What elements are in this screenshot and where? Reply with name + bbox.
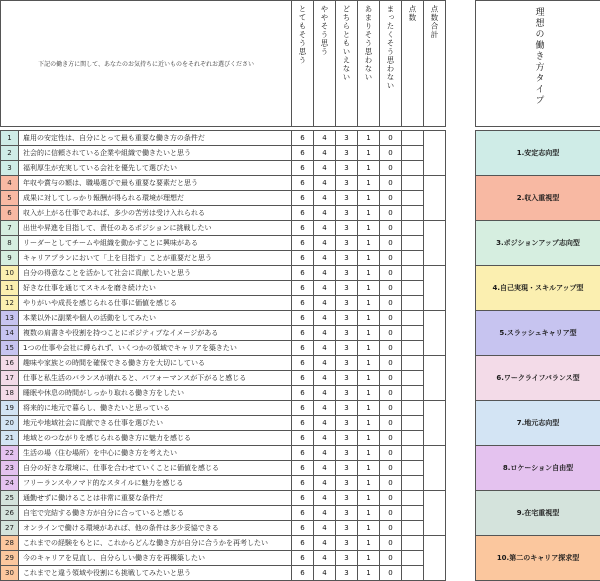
question-statement: 自宅で完結する働き方が自分に合っていると感じる — [19, 506, 292, 521]
question-row — [1, 491, 600, 506]
total-cell[interactable] — [424, 311, 446, 356]
score-option[interactable]: 0 — [380, 176, 402, 191]
total-cell[interactable] — [424, 266, 446, 311]
total-cell[interactable] — [424, 176, 446, 221]
question-statement: 通勤せずに働けることは非常に重要な条件だ — [19, 491, 292, 506]
score-option[interactable]: 6 — [292, 311, 314, 326]
score-option[interactable]: 4 — [314, 266, 336, 281]
question-number: 8 — [1, 236, 19, 251]
points-cell[interactable] — [402, 236, 424, 251]
score-option[interactable]: 4 — [314, 146, 336, 161]
score-option[interactable]: 4 — [314, 356, 336, 371]
score-option[interactable]: 4 — [314, 251, 336, 266]
question-statement: 年収や賞与の額は、職場選びで最も重要な要素だと思う — [19, 176, 292, 191]
score-option[interactable]: 1 — [358, 491, 380, 506]
score-option[interactable]: 0 — [380, 131, 402, 146]
score-option[interactable]: 0 — [380, 206, 402, 221]
total-cell[interactable] — [424, 401, 446, 446]
points-cell[interactable] — [402, 416, 424, 431]
score-option[interactable]: 6 — [292, 536, 314, 551]
total-cell[interactable] — [424, 356, 446, 401]
score-option[interactable]: 0 — [380, 506, 402, 521]
header-neutral-label: どちらともいえない — [341, 1, 352, 82]
question-statement: 出世や昇進を目指して、責任のあるポジションに挑戦したい — [19, 221, 292, 236]
header-total — [424, 1, 446, 127]
score-option[interactable]: 4 — [314, 536, 336, 551]
question-statement: 自分の好きな環境に、仕事を合わせていくことに価値を感じる — [19, 461, 292, 476]
question-number: 24 — [1, 476, 19, 491]
question-number: 16 — [1, 356, 19, 371]
score-option[interactable]: 0 — [380, 326, 402, 341]
score-option[interactable]: 3 — [336, 461, 358, 476]
score-option[interactable]: 1 — [358, 161, 380, 176]
score-option[interactable]: 0 — [380, 446, 402, 461]
type-label: 4.自己実現・スキルアップ型 — [476, 266, 600, 311]
score-option[interactable]: 3 — [336, 176, 358, 191]
score-option[interactable]: 3 — [336, 341, 358, 356]
score-option[interactable]: 6 — [292, 476, 314, 491]
question-number: 22 — [1, 446, 19, 461]
score-option[interactable]: 3 — [336, 371, 358, 386]
total-cell[interactable] — [424, 446, 446, 491]
question-statement: 仕事と私生活のバランスが崩れると、パフォーマンスが下がると感じる — [19, 371, 292, 386]
header-points-label: 点数 — [407, 1, 418, 22]
score-option[interactable]: 0 — [380, 161, 402, 176]
header-type-label: 理想の働き方タイプ — [532, 1, 545, 106]
score-option[interactable]: 0 — [380, 341, 402, 356]
score-option[interactable]: 1 — [358, 206, 380, 221]
total-cell[interactable] — [424, 131, 446, 176]
group-spacer — [446, 311, 476, 356]
score-option[interactable]: 3 — [336, 431, 358, 446]
score-option[interactable]: 3 — [336, 311, 358, 326]
score-option[interactable]: 0 — [380, 356, 402, 371]
score-option[interactable]: 0 — [380, 386, 402, 401]
question-statement: 生活の場（住む場所）を中心に働き方を考えたい — [19, 446, 292, 461]
points-cell[interactable] — [402, 296, 424, 311]
group-spacer — [446, 221, 476, 266]
score-option[interactable]: 4 — [314, 551, 336, 566]
question-row — [1, 536, 600, 551]
score-option[interactable]: 1 — [358, 296, 380, 311]
type-label: 6.ワークライフバランス型 — [476, 356, 600, 401]
question-number: 25 — [1, 491, 19, 506]
score-option[interactable]: 1 — [358, 251, 380, 266]
points-cell[interactable] — [402, 281, 424, 296]
score-option[interactable]: 0 — [380, 281, 402, 296]
question-number: 13 — [1, 311, 19, 326]
question-statement: 好きな仕事を通じてスキルを磨き続けたい — [19, 281, 292, 296]
score-option[interactable]: 4 — [314, 476, 336, 491]
points-cell[interactable] — [402, 266, 424, 281]
points-cell[interactable] — [402, 161, 424, 176]
question-row — [1, 401, 600, 416]
question-statement: これまでの経験をもとに、これからどんな働き方が自分に合うかを再考したい — [19, 536, 292, 551]
score-option[interactable]: 1 — [358, 221, 380, 236]
score-option[interactable]: 1 — [358, 311, 380, 326]
question-statement: 社会的に信頼されている企業や組織で働きたいと思う — [19, 146, 292, 161]
question-row — [1, 266, 600, 281]
score-option[interactable]: 0 — [380, 251, 402, 266]
score-option[interactable]: 6 — [292, 446, 314, 461]
score-option[interactable]: 4 — [314, 296, 336, 311]
question-number: 28 — [1, 536, 19, 551]
question-statement: 福利厚生が充実している会社を優先して選びたい — [19, 161, 292, 176]
score-option[interactable]: 6 — [292, 431, 314, 446]
score-option[interactable]: 6 — [292, 281, 314, 296]
question-number: 17 — [1, 371, 19, 386]
question-statement: これまでと違う領域や役割にも挑戦してみたいと思う — [19, 566, 292, 581]
score-option[interactable]: 3 — [336, 476, 358, 491]
total-cell[interactable] — [424, 221, 446, 266]
score-option[interactable]: 6 — [292, 161, 314, 176]
score-option[interactable]: 1 — [358, 356, 380, 371]
score-option[interactable]: 4 — [314, 281, 336, 296]
question-number: 2 — [1, 146, 19, 161]
type-label: 9.在宅重視型 — [476, 491, 600, 536]
score-option[interactable]: 3 — [336, 131, 358, 146]
header-strongly-disagree — [380, 1, 402, 127]
type-label: 3.ポジションアップ志向型 — [476, 221, 600, 266]
points-cell[interactable] — [402, 206, 424, 221]
score-option[interactable]: 0 — [380, 566, 402, 581]
score-option[interactable]: 1 — [358, 341, 380, 356]
header-row — [1, 1, 600, 127]
score-option[interactable]: 6 — [292, 206, 314, 221]
score-option[interactable]: 0 — [380, 401, 402, 416]
score-option[interactable]: 4 — [314, 191, 336, 206]
points-cell[interactable] — [402, 371, 424, 386]
score-option[interactable]: 4 — [314, 521, 336, 536]
points-cell[interactable] — [402, 551, 424, 566]
header-somewhat-disagree — [358, 1, 380, 127]
question-number: 11 — [1, 281, 19, 296]
score-option[interactable]: 6 — [292, 521, 314, 536]
question-number: 1 — [1, 131, 19, 146]
instruction-text: 下記の働き方に関して、あなたのお気持ちに近いものをそれぞれお選びください — [1, 1, 292, 127]
header-type — [476, 1, 600, 127]
header-strongly-agree — [292, 1, 314, 127]
points-cell[interactable] — [402, 146, 424, 161]
score-option[interactable]: 6 — [292, 461, 314, 476]
score-option[interactable]: 6 — [292, 506, 314, 521]
score-option[interactable]: 4 — [314, 386, 336, 401]
score-option[interactable]: 6 — [292, 176, 314, 191]
score-option[interactable]: 3 — [336, 521, 358, 536]
question-number: 6 — [1, 206, 19, 221]
score-option[interactable]: 1 — [358, 521, 380, 536]
score-option[interactable]: 6 — [292, 146, 314, 161]
question-statement: やりがいや成長を感じられる仕事に価値を感じる — [19, 296, 292, 311]
score-option[interactable]: 4 — [314, 431, 336, 446]
score-option[interactable]: 1 — [358, 281, 380, 296]
question-number: 10 — [1, 266, 19, 281]
score-option[interactable]: 3 — [336, 206, 358, 221]
question-statement: 1つの仕事や会社に縛られず、いくつかの領域でキャリアを築きたい — [19, 341, 292, 356]
points-cell[interactable] — [402, 461, 424, 476]
score-option[interactable]: 1 — [358, 566, 380, 581]
score-option[interactable]: 3 — [336, 536, 358, 551]
question-statement: 地元や地域社会に貢献できる仕事を選びたい — [19, 416, 292, 431]
points-cell[interactable] — [402, 506, 424, 521]
question-statement: 自分の得意なことを活かして社会に貢献したいと思う — [19, 266, 292, 281]
question-number: 9 — [1, 251, 19, 266]
score-option[interactable]: 0 — [380, 536, 402, 551]
score-option[interactable]: 0 — [380, 551, 402, 566]
type-label: 1.安定志向型 — [476, 131, 600, 176]
total-cell[interactable] — [424, 491, 446, 536]
score-option[interactable]: 0 — [380, 311, 402, 326]
score-option[interactable]: 0 — [380, 491, 402, 506]
score-option[interactable]: 1 — [358, 461, 380, 476]
score-option[interactable]: 3 — [336, 506, 358, 521]
group-spacer — [446, 131, 476, 176]
score-option[interactable]: 0 — [380, 266, 402, 281]
score-option[interactable]: 0 — [380, 476, 402, 491]
question-number: 27 — [1, 521, 19, 536]
group-spacer — [446, 266, 476, 311]
score-option[interactable]: 3 — [336, 326, 358, 341]
question-row — [1, 311, 600, 326]
score-option[interactable]: 6 — [292, 236, 314, 251]
score-option[interactable]: 4 — [314, 341, 336, 356]
score-option[interactable]: 1 — [358, 131, 380, 146]
question-number: 30 — [1, 566, 19, 581]
points-cell[interactable] — [402, 341, 424, 356]
question-number: 14 — [1, 326, 19, 341]
score-option[interactable]: 4 — [314, 221, 336, 236]
header-spacer — [446, 1, 476, 127]
score-option[interactable]: 6 — [292, 251, 314, 266]
score-option[interactable]: 6 — [292, 566, 314, 581]
score-option[interactable]: 3 — [336, 281, 358, 296]
question-statement: 趣味や家族との時間を確保できる働き方を大切にしている — [19, 356, 292, 371]
score-option[interactable]: 4 — [314, 491, 336, 506]
question-number: 5 — [1, 191, 19, 206]
score-option[interactable]: 1 — [358, 476, 380, 491]
question-number: 4 — [1, 176, 19, 191]
score-option[interactable]: 4 — [314, 446, 336, 461]
header-total-label: 点数合計 — [429, 1, 440, 39]
score-option[interactable]: 6 — [292, 356, 314, 371]
score-option[interactable]: 1 — [358, 431, 380, 446]
group-spacer — [446, 176, 476, 221]
score-option[interactable]: 3 — [336, 401, 358, 416]
score-option[interactable]: 6 — [292, 296, 314, 311]
score-option[interactable]: 0 — [380, 521, 402, 536]
question-statement: 複数の肩書きや役割を持つことにポジティブなイメージがある — [19, 326, 292, 341]
score-option[interactable]: 6 — [292, 401, 314, 416]
score-option[interactable]: 4 — [314, 326, 336, 341]
question-row — [1, 446, 600, 461]
score-option[interactable]: 1 — [358, 416, 380, 431]
points-cell[interactable] — [402, 311, 424, 326]
question-number: 3 — [1, 161, 19, 176]
header-somewhat-disagree-label: あまりそう思わない — [363, 1, 374, 82]
points-cell[interactable] — [402, 476, 424, 491]
score-option[interactable]: 1 — [358, 446, 380, 461]
score-option[interactable]: 4 — [314, 371, 336, 386]
score-option[interactable]: 1 — [358, 371, 380, 386]
question-statement: 本業以外に副業や個人の活動をしてみたい — [19, 311, 292, 326]
type-label: 5.スラッシュキャリア型 — [476, 311, 600, 356]
score-option[interactable]: 0 — [380, 146, 402, 161]
score-option[interactable]: 1 — [358, 146, 380, 161]
points-cell[interactable] — [402, 446, 424, 461]
type-label: 10.第二のキャリア探求型 — [476, 536, 600, 581]
question-number: 23 — [1, 461, 19, 476]
question-number: 29 — [1, 551, 19, 566]
score-option[interactable]: 4 — [314, 416, 336, 431]
score-option[interactable]: 3 — [336, 266, 358, 281]
type-label: 8.ロケーション自由型 — [476, 446, 600, 491]
points-cell[interactable] — [402, 251, 424, 266]
header-somewhat-agree-label: ややそう思う — [319, 1, 330, 56]
score-option[interactable]: 0 — [380, 221, 402, 236]
group-spacer — [446, 446, 476, 491]
type-label: 2.収入重視型 — [476, 176, 600, 221]
score-option[interactable]: 4 — [314, 566, 336, 581]
score-option[interactable]: 3 — [336, 146, 358, 161]
score-option[interactable]: 1 — [358, 236, 380, 251]
score-option[interactable]: 1 — [358, 506, 380, 521]
points-cell[interactable] — [402, 536, 424, 551]
score-option[interactable]: 6 — [292, 416, 314, 431]
question-row — [1, 176, 600, 191]
question-statement: キャリアプランにおいて「上を目指す」ことが重要だと思う — [19, 251, 292, 266]
group-spacer — [446, 491, 476, 536]
question-number: 21 — [1, 431, 19, 446]
score-option[interactable]: 0 — [380, 236, 402, 251]
question-statement: 今のキャリアを見直し、自分らしい働き方を再構築したい — [19, 551, 292, 566]
points-cell[interactable] — [402, 566, 424, 581]
score-option[interactable]: 1 — [358, 536, 380, 551]
score-option[interactable]: 0 — [380, 431, 402, 446]
header-neutral — [336, 1, 358, 127]
points-cell[interactable] — [402, 521, 424, 536]
points-cell[interactable] — [402, 431, 424, 446]
question-number: 19 — [1, 401, 19, 416]
score-option[interactable]: 4 — [314, 236, 336, 251]
score-option[interactable]: 3 — [336, 416, 358, 431]
question-statement: 成果に対してしっかり報酬が得られる環境が理想だ — [19, 191, 292, 206]
question-row — [1, 356, 600, 371]
score-option[interactable]: 1 — [358, 191, 380, 206]
header-points — [402, 1, 424, 127]
score-option[interactable]: 3 — [336, 236, 358, 251]
type-label: 7.地元志向型 — [476, 401, 600, 446]
score-option[interactable]: 6 — [292, 386, 314, 401]
score-option[interactable]: 1 — [358, 386, 380, 401]
question-row — [1, 221, 600, 236]
score-option[interactable]: 6 — [292, 221, 314, 236]
question-statement: フリーランスやノマド的なスタイルに魅力を感じる — [19, 476, 292, 491]
score-option[interactable]: 3 — [336, 491, 358, 506]
score-option[interactable]: 1 — [358, 266, 380, 281]
score-option[interactable]: 0 — [380, 371, 402, 386]
score-option[interactable]: 3 — [336, 386, 358, 401]
score-option[interactable]: 3 — [336, 251, 358, 266]
points-cell[interactable] — [402, 326, 424, 341]
question-number: 12 — [1, 296, 19, 311]
score-option[interactable]: 4 — [314, 131, 336, 146]
question-number: 18 — [1, 386, 19, 401]
question-statement: 睡眠や休息の時間がしっかり取れる働き方をしたい — [19, 386, 292, 401]
score-option[interactable]: 0 — [380, 416, 402, 431]
score-option[interactable]: 6 — [292, 341, 314, 356]
score-option[interactable]: 3 — [336, 551, 358, 566]
score-option[interactable]: 6 — [292, 326, 314, 341]
points-cell[interactable] — [402, 356, 424, 371]
score-option[interactable]: 3 — [336, 191, 358, 206]
score-option[interactable]: 3 — [336, 221, 358, 236]
question-statement: オンラインで働ける環境があれば、他の条件は多少妥協できる — [19, 521, 292, 536]
score-option[interactable]: 6 — [292, 551, 314, 566]
score-option[interactable]: 4 — [314, 461, 336, 476]
score-option[interactable]: 1 — [358, 401, 380, 416]
points-cell[interactable] — [402, 221, 424, 236]
score-option[interactable]: 3 — [336, 296, 358, 311]
score-option[interactable]: 0 — [380, 461, 402, 476]
score-option[interactable]: 6 — [292, 131, 314, 146]
score-option[interactable]: 3 — [336, 356, 358, 371]
group-spacer — [446, 536, 476, 581]
score-option[interactable]: 6 — [292, 266, 314, 281]
points-cell[interactable] — [402, 386, 424, 401]
question-number: 15 — [1, 341, 19, 356]
question-statement: 地域とのつながりを感じられる働き方に魅力を感じる — [19, 431, 292, 446]
total-cell[interactable] — [424, 536, 446, 581]
question-statement: 収入が上がる仕事であれば、多少の苦労は受け入れられる — [19, 206, 292, 221]
question-number: 20 — [1, 416, 19, 431]
score-option[interactable]: 4 — [314, 401, 336, 416]
score-option[interactable]: 6 — [292, 491, 314, 506]
score-option[interactable]: 6 — [292, 191, 314, 206]
score-option[interactable]: 3 — [336, 446, 358, 461]
score-option[interactable]: 0 — [380, 191, 402, 206]
group-spacer — [446, 401, 476, 446]
question-statement: 将来的に地元で暮らし、働きたいと思っている — [19, 401, 292, 416]
score-option[interactable]: 3 — [336, 161, 358, 176]
points-cell[interactable] — [402, 131, 424, 146]
question-row — [1, 131, 600, 146]
question-number: 7 — [1, 221, 19, 236]
score-option[interactable]: 4 — [314, 506, 336, 521]
header-strongly-disagree-label: まったくそう思わない — [385, 1, 396, 90]
score-option[interactable]: 4 — [314, 161, 336, 176]
question-statement: 雇用の安定性は、自分にとって最も重要な働き方の条件だ — [19, 131, 292, 146]
question-statement: リーダーとしてチームや組織を動かすことに興味がある — [19, 236, 292, 251]
points-cell[interactable] — [402, 401, 424, 416]
score-option[interactable]: 1 — [358, 176, 380, 191]
score-option[interactable]: 1 — [358, 326, 380, 341]
points-cell[interactable] — [402, 491, 424, 506]
score-option[interactable]: 4 — [314, 206, 336, 221]
points-cell[interactable] — [402, 191, 424, 206]
score-option[interactable]: 1 — [358, 551, 380, 566]
points-cell[interactable] — [402, 176, 424, 191]
score-option[interactable]: 4 — [314, 311, 336, 326]
score-option[interactable]: 3 — [336, 566, 358, 581]
header-strongly-agree-label: とてもそう思う — [297, 1, 308, 65]
score-option[interactable]: 4 — [314, 176, 336, 191]
group-spacer — [446, 356, 476, 401]
header-somewhat-agree — [314, 1, 336, 127]
question-number: 26 — [1, 506, 19, 521]
score-option[interactable]: 0 — [380, 296, 402, 311]
score-option[interactable]: 6 — [292, 371, 314, 386]
